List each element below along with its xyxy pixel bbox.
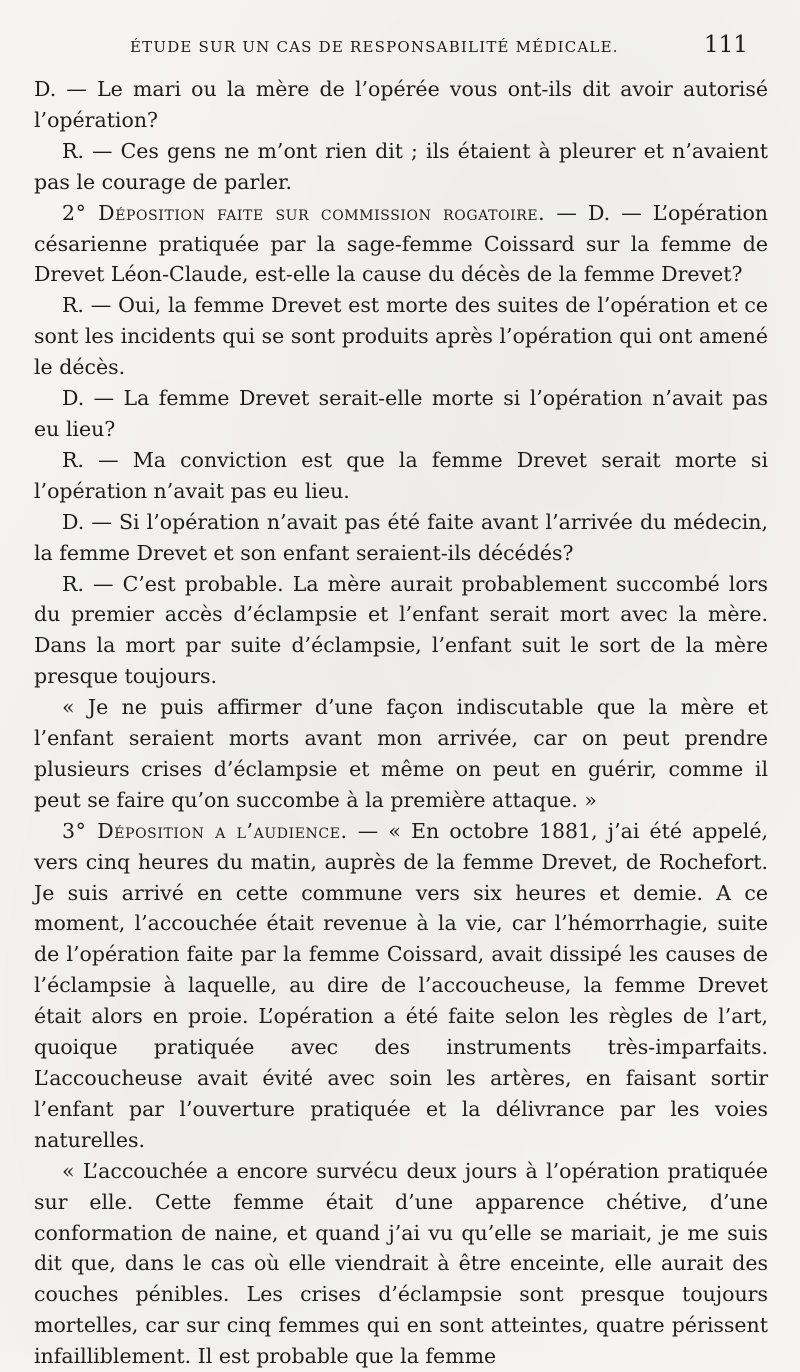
paragraph-deposition-hearing [34,816,768,1156]
paragraph-quote-survival [34,1156,768,1372]
paragraph-deposition-rogatory [34,198,768,291]
paragraph-text: R. — Oui, la femme Drevet est morte des suites de l’opération et ce sont les incidents qui se sont produits après l’opération qui ont amené le décès. [34,293,768,380]
paragraph-text: D. — La femme Drevet serait-elle morte si l’opération n’avait pas eu lieu? [34,386,768,441]
section-lead: 3° Déposition a l’audience. [62,818,348,843]
paragraph-answer-probable [34,569,768,693]
paragraph-text: « L’accouchée a encore survécu deux jours à l’opération pratiquée sur elle. Cette femme était d’une apparence chétive, d’une conformation de naine, et quand j’ai vu qu’elle se mariait, je me suis dit que, dans le cas où elle viendrait à être enceinte, elle aurait des couches pénibles. Les crises d’éclampsie sont presque toujours mortelles, car sur cinq femmes qui en sont atteintes, quatre périssent infailliblement. Il est probable que la femme [34,1158,768,1369]
paragraph-text: R. — Ma conviction est que la femme Drevet serait morte si l’opération n’avait pas eu lieu. [34,447,768,503]
paragraph-answer-cause [34,290,768,383]
paragraph-text: D. — Si l’opération n’avait pas été faite avant l’arrivée du médecin, la femme Drevet et son enfant seraient-ils décédés? [34,509,768,565]
paragraph-text: « Je ne puis affirmer d’une façon indiscutable que la mère et l’enfant seraient morts avant mon arrivée, car on peut prendre plusieurs crises d’éclampsie et même on peut en guérir, comme il peut se faire qu’on succombe à la première attaque. » [34,695,768,812]
running-head: ÉTUDE SUR UN CAS DE RESPONSABILITÉ MÉDICALE. [130,38,619,56]
paragraph-answer-conviction [34,445,768,507]
paragraph-text: — « En octobre 1881, j’ai été appelé, vers cinq heures du matin, auprès de la femme Drevet, de Rochefort. Je suis arrivé en cette commune vers six heures et demie. A ce moment, l’accouchée était revenue à la vie, car l’hémorrhagie, suite de l’opération faite par la femme Coissard, avait dissipé les causes de l’éclampsie à laquelle, au dire de l’accoucheuse, la femme Drevet était alors en proie. L’opération a été faite selon les règles de l’art, quoique pratiquée avec des instruments très-imparfaits. L’accoucheuse avait évité avec soin les artères, en faisant sortir l’enfant par l’ouverture pratiquée et la délivrance par les voies naturelles. [34,818,768,1152]
body-text [34,74,768,1372]
paragraph-text: D. — Le mari ou la mère de l’opérée vous ont-ils dit avoir autorisé l’opération? [34,77,768,132]
paragraph-text: R. — Ces gens ne m’ont rien dit ; ils étaient à pleurer et n’avaient pas le courage de parler. [34,138,768,194]
paragraph-question-without-operation [34,383,768,445]
paragraph-text: — D. — L’opération césarienne pratiquée par la sage-femme Coissard sur la femme de Drevet Léon-Claude, est-elle la cause du décès de la femme Drevet? [34,200,768,287]
page-number: 111 [704,32,748,58]
paragraph-answer-family [34,136,768,198]
paragraph-question-before-doctor [34,507,768,569]
paragraph-quote-uncertain [34,692,768,816]
paragraph-text: R. — C’est probable. La mère aurait probablement succombé lors du premier accès d’éclampsie et l’enfant serait mort avec la mère. Dans la mort par suite d’éclampsie, l’enfant suit le sort de la mère presque toujours. [34,571,768,689]
paragraph-question-authorization [34,74,768,136]
page-header [0,30,800,64]
section-lead: 2° Déposition faite sur commission rogatoire. [62,200,546,225]
